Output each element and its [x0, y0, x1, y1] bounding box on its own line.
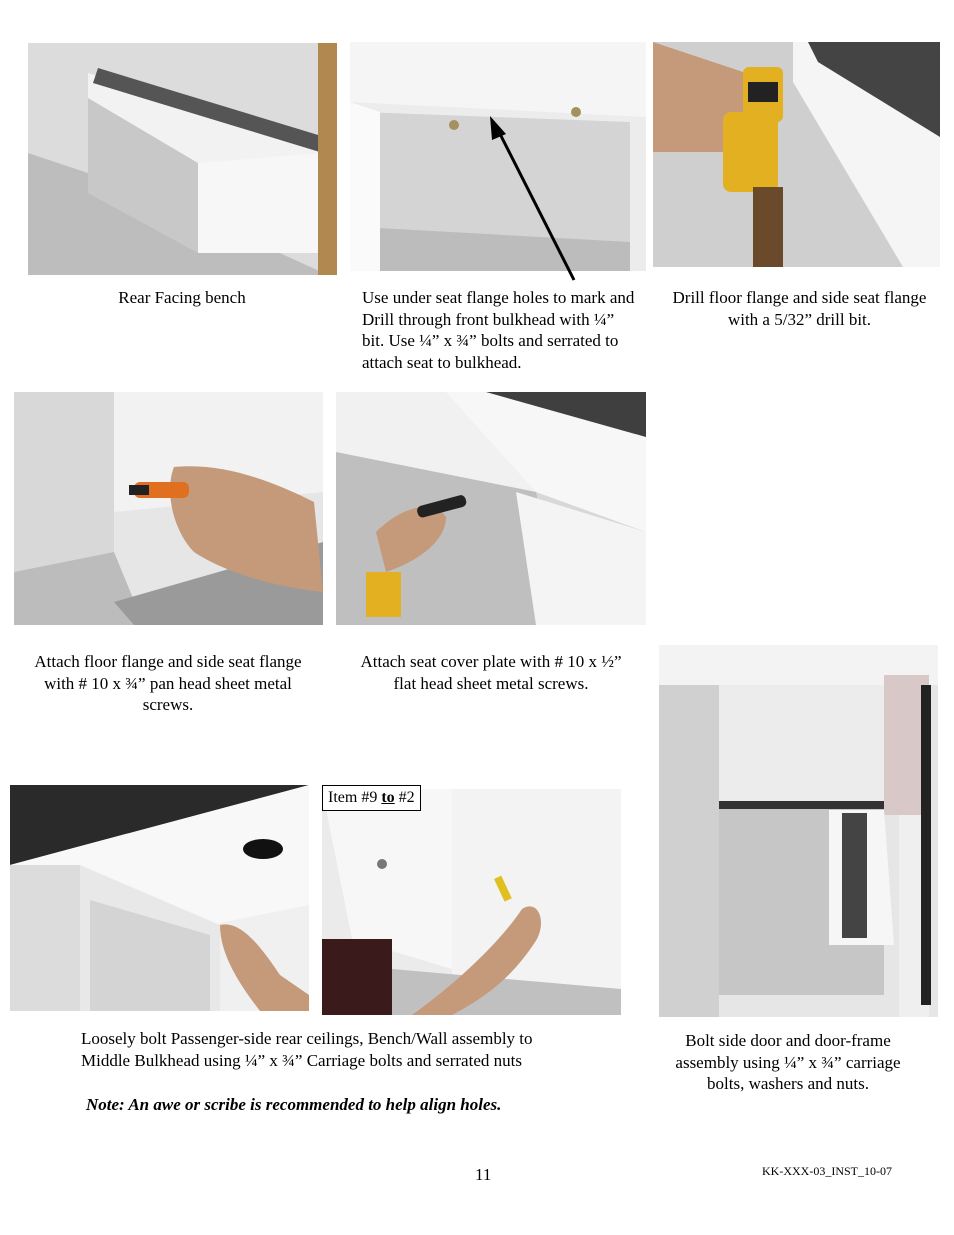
- photo-side-door-frame: [659, 645, 938, 1017]
- photo-rear-ceiling-bolt: [10, 785, 309, 1011]
- caption-drill-floor-flange: Drill floor flange and side seat flange with a 5/32” drill bit.: [672, 288, 927, 329]
- item-label-suffix: #2: [394, 789, 415, 806]
- photo-rear-facing-bench: [28, 43, 337, 275]
- item-label-to: to: [381, 789, 395, 806]
- item-label-prefix: Item #9: [328, 789, 382, 806]
- caption-under-seat-flange: Use under seat flange holes to mark and Drill through front bulkhead with ¼” bit. Use ¼” x ¾” bolts and serrated to attach seat to bulkhead.: [362, 288, 635, 372]
- note-align-holes: Note: An awe or scribe is recommended to help align holes.: [86, 1095, 502, 1114]
- caption-rear-facing-bench: Rear Facing bench: [118, 288, 246, 307]
- photo-drill-floor-flange: [653, 42, 940, 267]
- photo-item-9-to-2: [322, 789, 621, 1015]
- page-number: 11: [475, 1165, 492, 1184]
- document-id: KK-XXX-03_INST_10-07: [762, 1164, 892, 1178]
- caption-attach-seat-cover: Attach seat cover plate with # 10 x ½” flat head sheet metal screws.: [360, 652, 622, 693]
- photo-attach-floor-flange: [14, 392, 323, 625]
- caption-bolt-side-door: Bolt side door and door-frame assembly using ¼” x ¾” carriage bolts, washers and nuts.: [675, 1031, 901, 1093]
- photo-attach-seat-cover: [336, 392, 646, 625]
- arrow-pointer-icon: [480, 110, 580, 285]
- item-label-box: [322, 785, 421, 811]
- caption-loosely-bolt: Loosely bolt Passenger-side rear ceilings, Bench/Wall assembly to Middle Bulkhead using ¼” x ¾” Carriage bolts and serrated nuts: [81, 1029, 533, 1070]
- caption-attach-floor-flange: Attach floor flange and side seat flange with # 10 x ¾” pan head sheet metal screws.: [34, 652, 302, 714]
